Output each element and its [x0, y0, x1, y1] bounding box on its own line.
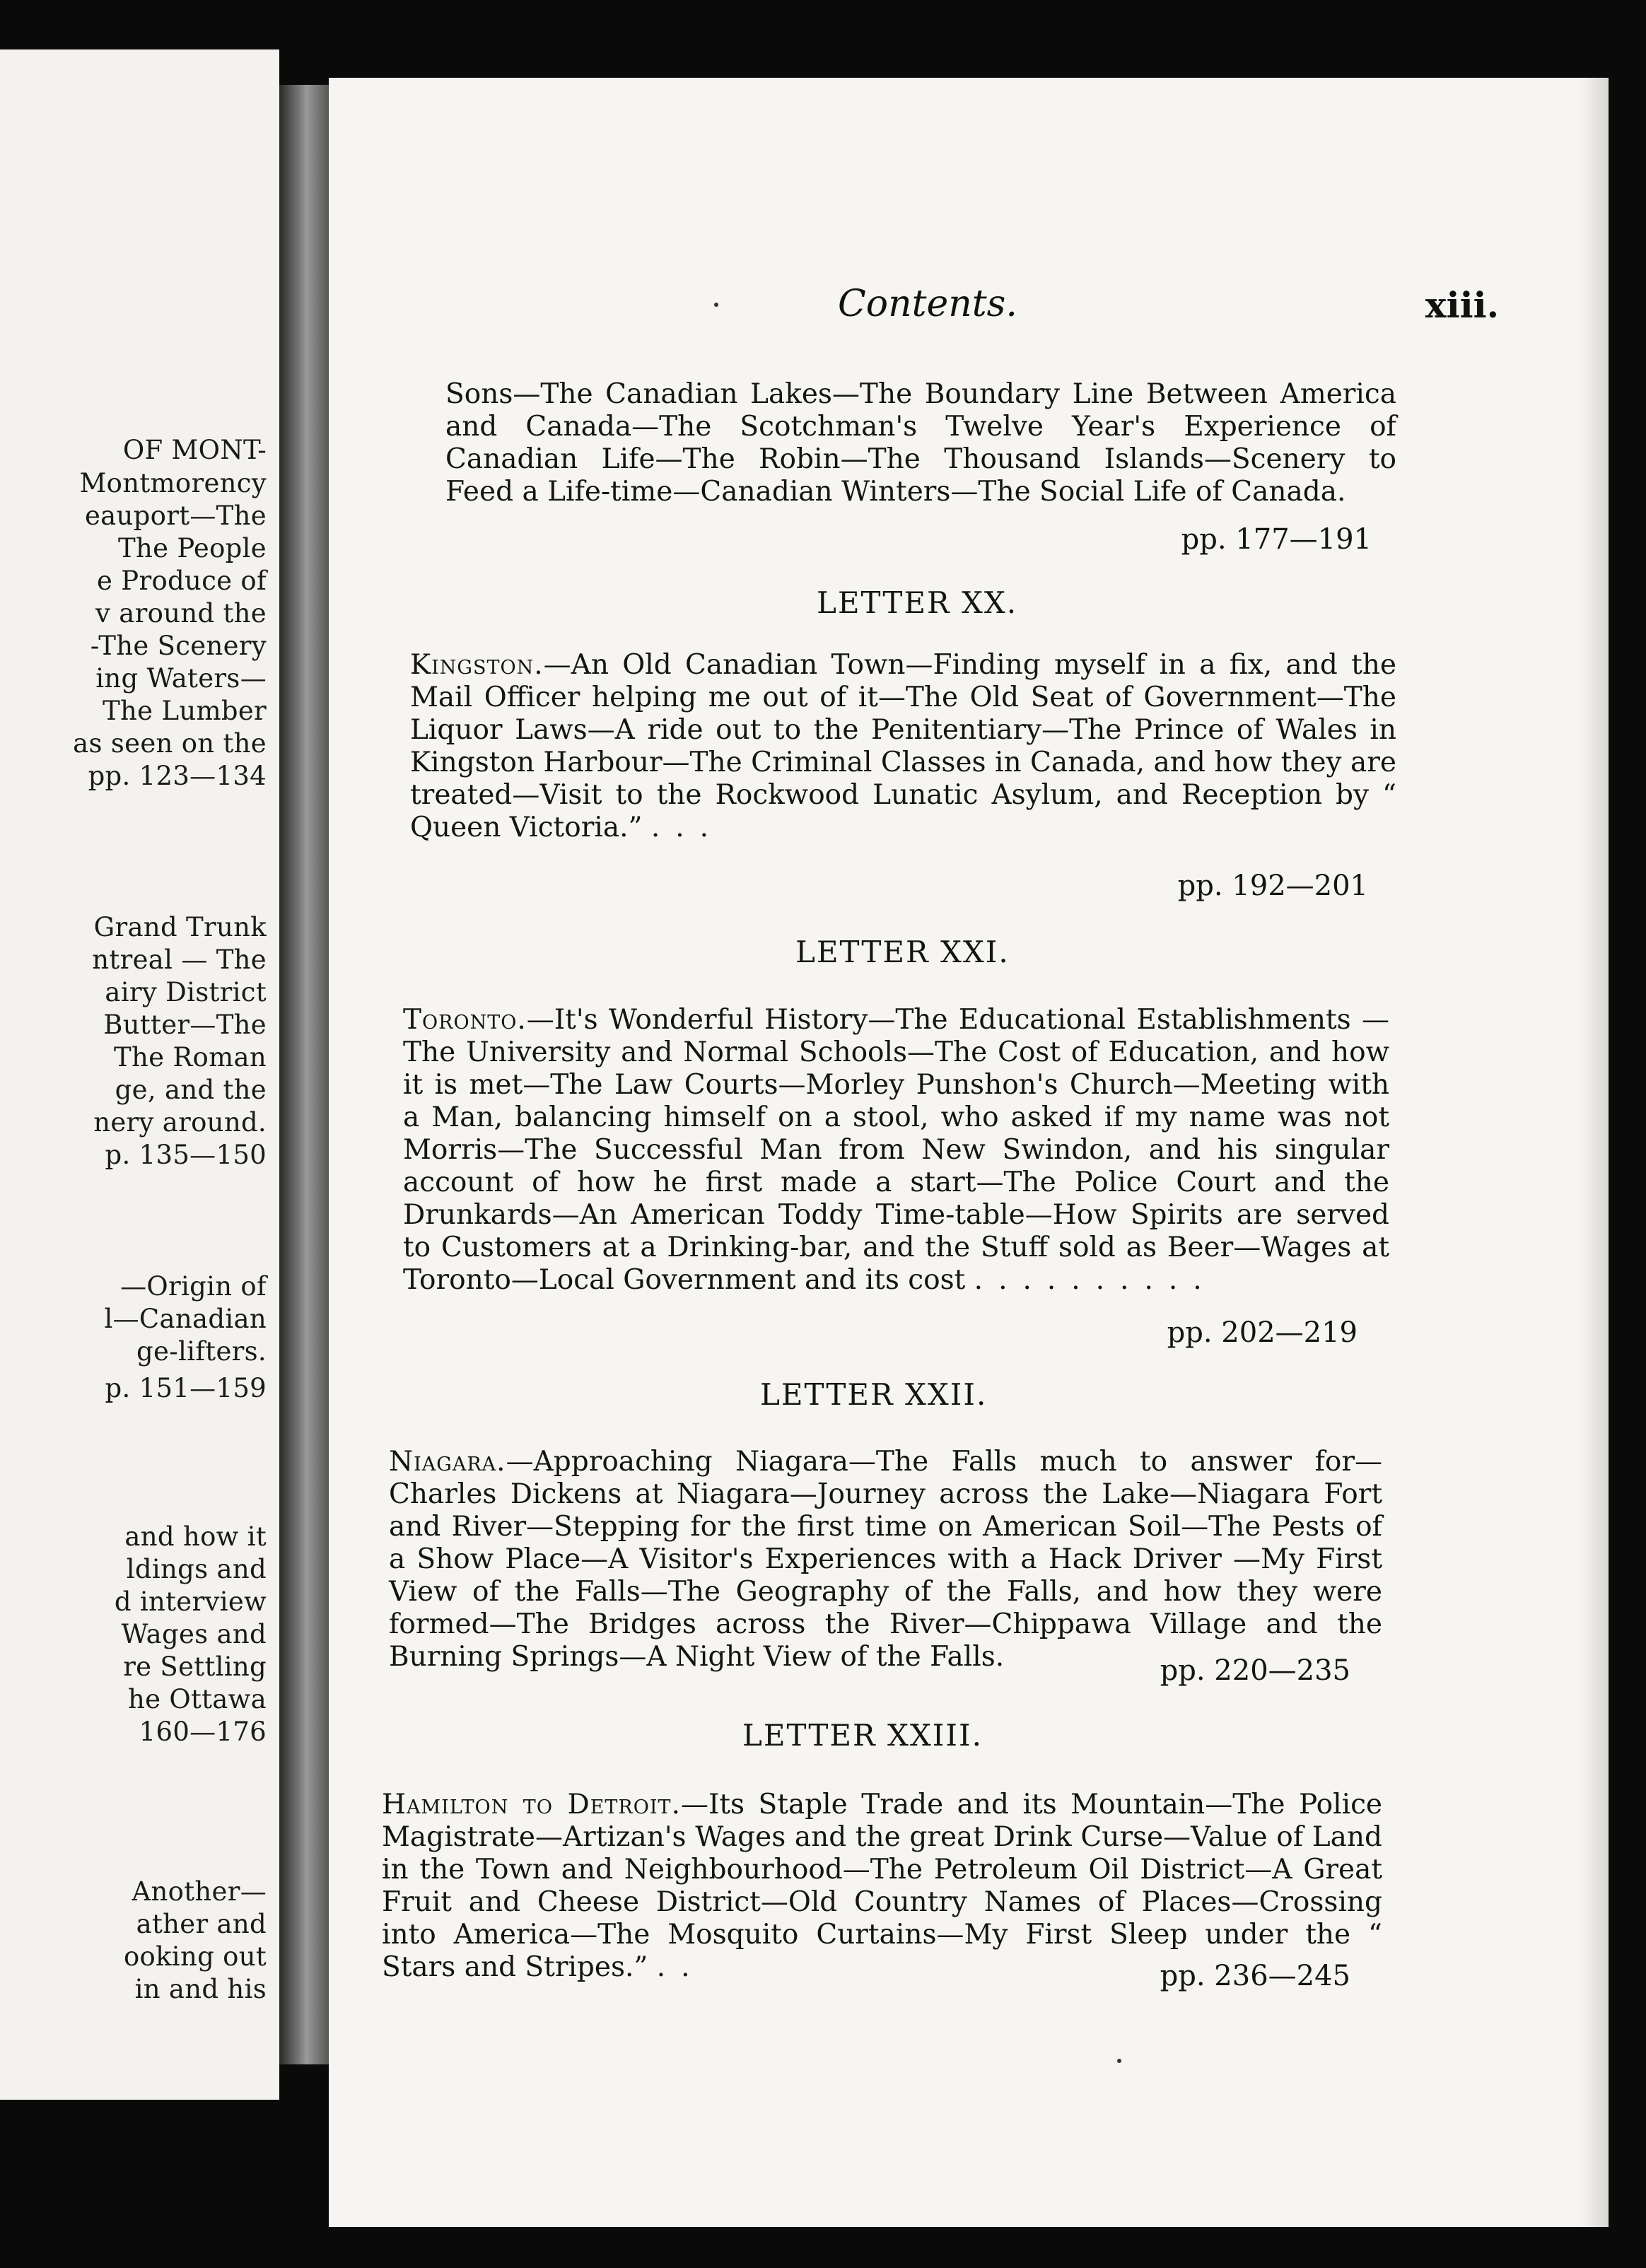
left-page-line: —Origin of	[120, 1271, 267, 1302]
running-title: Contents.	[838, 283, 1017, 325]
left-page-line: Montmorency	[79, 468, 267, 498]
left-page-line: d interview	[114, 1586, 267, 1617]
ink-speck	[1117, 2059, 1121, 2063]
entry-description: —It's Wonderful History—The Educational Establishments —The University and Normal Schools—The Cost of Education, and how it is met—The Law Courts—Morley Punshon's Church—Meeting with a Man, balancing himself on a stool, who asked if my name was not Morris—The Successful Man from New Swindon, and his singular account of how he first made a start—The Police Court and the Drunkards—An American Toddy Time-table—How Spirits are served to Customers at a Drinking-bar, and the Stuff sold as Beer—Wages at Toronto—Local Government and its cost	[403, 1004, 1389, 1296]
entry-place: Kingston.	[410, 649, 544, 681]
left-page-line: v around the	[95, 598, 267, 629]
left-page-line: Wages and	[121, 1619, 267, 1649]
page-edge-shadow	[1580, 78, 1609, 2227]
left-page-line: Another—	[132, 1876, 267, 1907]
left-page-line: pp. 123—134	[88, 761, 267, 791]
left-page-line: The Roman	[114, 1042, 267, 1072]
left-page-line: e Produce of	[97, 566, 267, 596]
left-page-line: re Settling	[123, 1652, 267, 1682]
left-page-line: ge-lifters.	[136, 1336, 267, 1367]
left-page-line: ge, and the	[115, 1075, 267, 1105]
left-page-line: l—Canadian	[104, 1304, 267, 1334]
left-page-line: p. 135—150	[105, 1140, 267, 1170]
running-header	[329, 283, 1609, 339]
left-page-line: he Ottawa	[127, 1684, 267, 1714]
entry-page-range: pp. 192—201	[1177, 870, 1368, 902]
entry-description: —Its Staple Trade and its Mountain—The Police Magistrate—Artizan's Wages and the great Drink Curse—Value of Land in the Town and Neighbourhood—The Petroleum Oil District—A Great Fruit and Cheese District—Old Country Names of Places—Crossing into America—The Mosquito Curtains—My First Sleep under the “ Stars and Stripes.”	[382, 1789, 1382, 1983]
entry-place: Toronto.	[403, 1004, 527, 1036]
letter-heading: LETTER XX.	[817, 585, 1018, 620]
left-page-line: ooking out	[123, 1941, 267, 1972]
left-page-line: ather and	[136, 1909, 267, 1939]
contents-page	[329, 78, 1609, 2227]
left-page-line: ntreal — The	[92, 945, 267, 975]
left-page-line: OF MONT-	[122, 435, 267, 465]
left-page-line: The Lumber	[103, 696, 267, 726]
contents-entry-text: Hamilton to Detroit.—Its Staple Trade and its Mountain—The Police Magistrate—Artizan's Wages and the great Drink Curse—Value of Land in the Town and Neighbourhood—The Petroleum Oil District—A Great Fruit and Cheese District—Old Country Names of Places—Crossing into America—The Mosquito Curtains—My First Sleep under the “ Stars and Stripes.” ..	[382, 1789, 1382, 1983]
left-page-line: nery around.	[93, 1107, 267, 1138]
left-page-line: and how it	[124, 1521, 267, 1552]
left-page-line: The People	[118, 533, 267, 563]
letter-heading: LETTER XXI.	[795, 935, 1010, 969]
left-page-line: ldings and	[126, 1554, 267, 1584]
left-page-line: -The Scenery	[90, 631, 267, 661]
entry-description: Sons—The Canadian Lakes—The Boundary Line Between America and Canada—The Scotchman's Twelve Year's Experience of Canadian Life—The Robin—The Thousand Islands—Scenery to Feed a Life-time—Canadian Winters—The Social Life of Canada.	[445, 378, 1396, 508]
left-page-line: in and his	[134, 1974, 267, 2004]
contents-entry-text: Kingston.—An Old Canadian Town—Finding myself in a fix, and the Mail Officer helping me out of it—The Old Seat of Government—The Liquor Laws—A ride out to the Penitentiary—The Prince of Wales in Kingston Harbour—The Criminal Classes in Canada, and how they are treated—Visit to the Rockwood Lunatic Asylum, and Reception by “ Queen Victoria.” ...	[410, 649, 1396, 843]
contents-entry-text: Toronto.—It's Wonderful History—The Educational Establishments —The University and Normal Schools—The Cost of Education, and how it is met—The Law Courts—Morley Punshon's Church—Meeting with a Man, balancing himself on a stool, who asked if my name was not Morris—The Successful Man from New Swindon, and his singular account of how he first made a start—The Police Court and the Drunkards—An American Toddy Time-table—How Spirits are served to Customers at a Drinking-bar, and the Stuff sold as Beer—Wages at Toronto—Local Government and its cost ..........	[403, 1004, 1389, 1296]
entry-page-range: pp. 236—245	[1160, 1960, 1350, 1992]
left-facing-page	[0, 49, 279, 2100]
ink-speck	[714, 303, 718, 307]
book-gutter	[279, 85, 329, 2064]
contents-entry-text	[445, 378, 1396, 508]
contents-entry-text	[389, 1446, 1382, 1673]
entry-page-range: pp. 202—219	[1167, 1316, 1358, 1349]
entry-description: —An Old Canadian Town—Finding myself in a fix, and the Mail Officer helping me out of it—The Old Seat of Government—The Liquor Laws—A ride out to the Penitentiary—The Prince of Wales in Kingston Harbour—The Criminal Classes in Canada, and how they are treated—Visit to the Rockwood Lunatic Asylum, and Reception by “ Queen Victoria.”	[410, 649, 1396, 843]
left-page-line: Grand Trunk	[93, 912, 267, 942]
page-number: xiii.	[1425, 284, 1499, 326]
entry-place: Hamilton to Detroit.	[382, 1789, 681, 1820]
entry-description: —Approaching Niagara—The Falls much to answer for—Charles Dickens at Niagara—Journey across the Lake—Niagara Fort and River—Stepping for the first time on American Soil—The Pests of a Show Place—A Visitor's Experiences with a Hack Driver —My First View of the Falls—The Geography of the Falls, and how they were formed—The Bridges across the River—Chippawa Village and the Burning Springs—A Night View of the Falls.	[389, 1446, 1382, 1673]
left-page-line: airy District	[105, 977, 267, 1007]
left-page-line: ing Waters—	[95, 663, 267, 694]
left-page-line: as seen on the	[73, 728, 267, 759]
entry-page-range: pp. 177—191	[1181, 523, 1372, 556]
left-page-line: Butter—The	[103, 1010, 267, 1040]
left-page-line: eauport—The	[84, 501, 267, 531]
entry-page-range: pp. 220—235	[1160, 1654, 1350, 1687]
letter-heading: LETTER XXII.	[760, 1377, 988, 1412]
entry-place: Niagara.	[389, 1446, 506, 1478]
letter-heading: LETTER XXIII.	[742, 1718, 983, 1753]
left-page-line: 160—176	[139, 1717, 267, 1747]
left-page-line: p. 151—159	[105, 1373, 267, 1403]
